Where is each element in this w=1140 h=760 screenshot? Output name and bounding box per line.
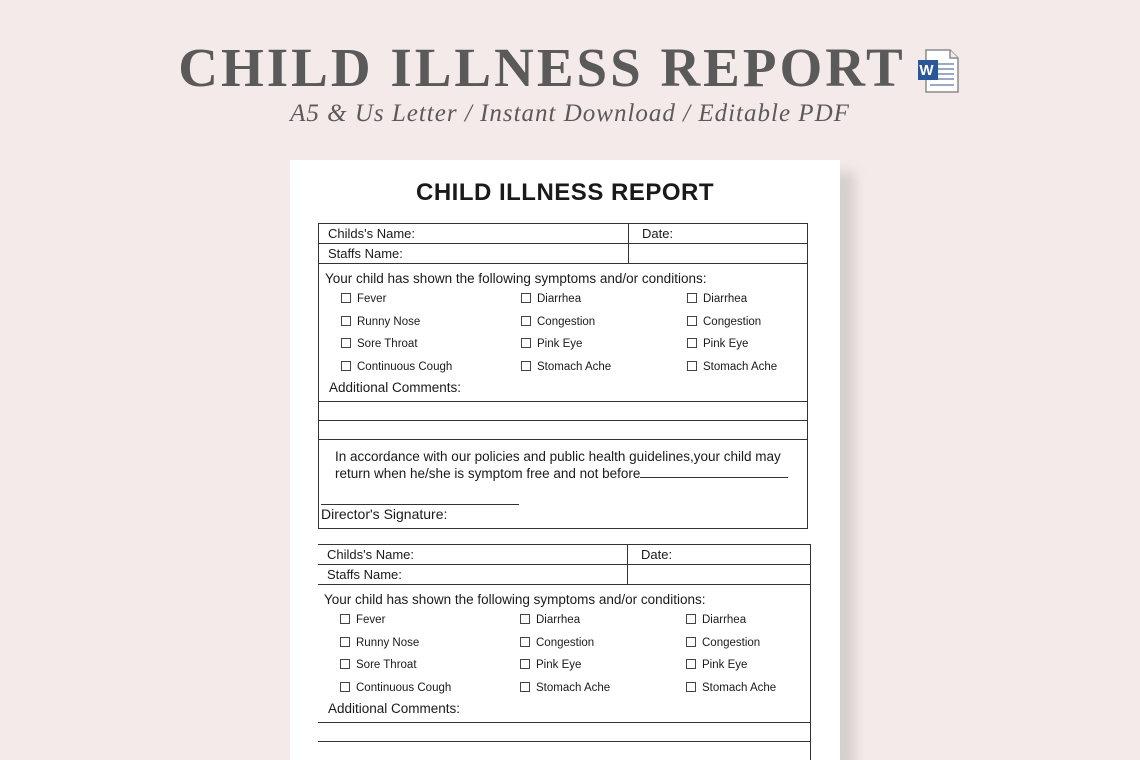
staff-name-label: Staffs Name: [327, 567, 402, 582]
symptom-option[interactable]: Fever [340, 614, 385, 626]
checkbox[interactable] [521, 338, 531, 348]
report-form-2 [318, 544, 811, 760]
symptom-option[interactable]: Diarrhea [521, 293, 581, 305]
comments-label: Additional Comments: [328, 701, 461, 716]
symptom-option[interactable]: Congestion [520, 637, 594, 649]
checkbox[interactable] [340, 659, 350, 669]
checkbox[interactable] [520, 659, 530, 669]
checkbox[interactable] [520, 682, 530, 692]
checkbox[interactable] [686, 637, 696, 647]
symptom-option[interactable]: Diarrhea [687, 293, 747, 305]
date-blank [628, 244, 808, 263]
checkbox[interactable] [521, 361, 531, 371]
symptom-option[interactable]: Runny Nose [340, 637, 419, 649]
policy-text-line2: return when he/she is symptom free and not before [335, 466, 641, 481]
checkbox[interactable] [341, 293, 351, 303]
symptom-option[interactable]: Congestion [521, 316, 595, 328]
checkbox[interactable] [520, 614, 530, 624]
staff-name-row [318, 565, 810, 585]
checkbox[interactable] [340, 682, 350, 692]
comment-line[interactable] [318, 742, 810, 760]
symptom-option[interactable]: Stomach Ache [686, 682, 776, 694]
symptom-option[interactable]: Fever [341, 293, 386, 305]
child-name-label: Childs's Name: [327, 547, 415, 562]
symptoms-section [319, 264, 807, 402]
symptom-option[interactable]: Continuous Cough [340, 682, 451, 694]
date-label: Date: [627, 545, 807, 564]
checkbox[interactable] [686, 682, 696, 692]
symptom-option[interactable]: Sore Throat [340, 659, 417, 671]
checkbox[interactable] [687, 338, 697, 348]
symptom-option[interactable]: Continuous Cough [341, 361, 452, 373]
checkbox[interactable] [687, 316, 697, 326]
checkbox[interactable] [341, 361, 351, 371]
date-blank [627, 565, 807, 584]
word-document-icon [916, 44, 962, 90]
checkbox[interactable] [687, 361, 697, 371]
checkbox[interactable] [521, 316, 531, 326]
checkbox[interactable] [340, 614, 350, 624]
symptom-option[interactable]: Pink Eye [687, 338, 748, 350]
checkbox[interactable] [521, 293, 531, 303]
symptoms-section [318, 585, 810, 723]
symptom-option[interactable]: Pink Eye [521, 338, 582, 350]
checkbox[interactable] [686, 614, 696, 624]
date-label: Date: [628, 224, 808, 243]
staff-name-row [319, 244, 807, 264]
symptom-option[interactable]: Congestion [686, 637, 760, 649]
return-date-blank[interactable] [640, 477, 788, 478]
symptom-option[interactable]: Diarrhea [520, 614, 580, 626]
symptom-option[interactable]: Runny Nose [341, 316, 420, 328]
symptoms-intro: Your child has shown the following symptoms and/or conditions: [324, 592, 706, 607]
comments-label: Additional Comments: [329, 380, 462, 395]
symptom-option[interactable]: Pink Eye [520, 659, 581, 671]
checkbox[interactable] [520, 637, 530, 647]
comment-line[interactable] [318, 723, 810, 742]
symptoms-intro: Your child has shown the following symptoms and/or conditions: [325, 271, 707, 286]
child-name-label: Childs's Name: [328, 226, 416, 241]
banner-subtitle: A5 & Us Letter / Instant Download / Editable PDF [290, 100, 850, 127]
child-name-row [319, 224, 807, 244]
report-form [318, 223, 808, 529]
checkbox[interactable] [687, 293, 697, 303]
signature-label: Director's Signature: [321, 506, 448, 522]
symptom-option[interactable]: Sore Throat [341, 338, 418, 350]
symptom-option[interactable]: Pink Eye [686, 659, 747, 671]
sheet-title: CHILD ILLNESS REPORT [415, 179, 714, 206]
symptom-option[interactable]: Stomach Ache [687, 361, 777, 373]
signature-line[interactable] [321, 504, 519, 505]
banner-title [0, 36, 1140, 99]
checkbox[interactable] [341, 338, 351, 348]
svg-text:W: W [919, 62, 937, 80]
policy-section [319, 440, 807, 528]
checkbox[interactable] [686, 659, 696, 669]
symptom-option[interactable]: Congestion [687, 316, 761, 328]
policy-text-line1: In accordance with our policies and public health guidelines,your child may [335, 449, 781, 464]
staff-name-label: Staffs Name: [328, 246, 403, 261]
child-name-row [318, 545, 810, 565]
checkbox[interactable] [340, 637, 350, 647]
comment-line[interactable] [319, 421, 807, 440]
symptom-option[interactable]: Stomach Ache [521, 361, 611, 373]
symptom-option[interactable]: Stomach Ache [520, 682, 610, 694]
report-sheet [290, 160, 840, 760]
symptom-option[interactable]: Diarrhea [686, 614, 746, 626]
banner-title-text: CHILD ILLNESS REPORT [178, 37, 906, 98]
comment-line[interactable] [319, 402, 807, 421]
checkbox[interactable] [341, 316, 351, 326]
